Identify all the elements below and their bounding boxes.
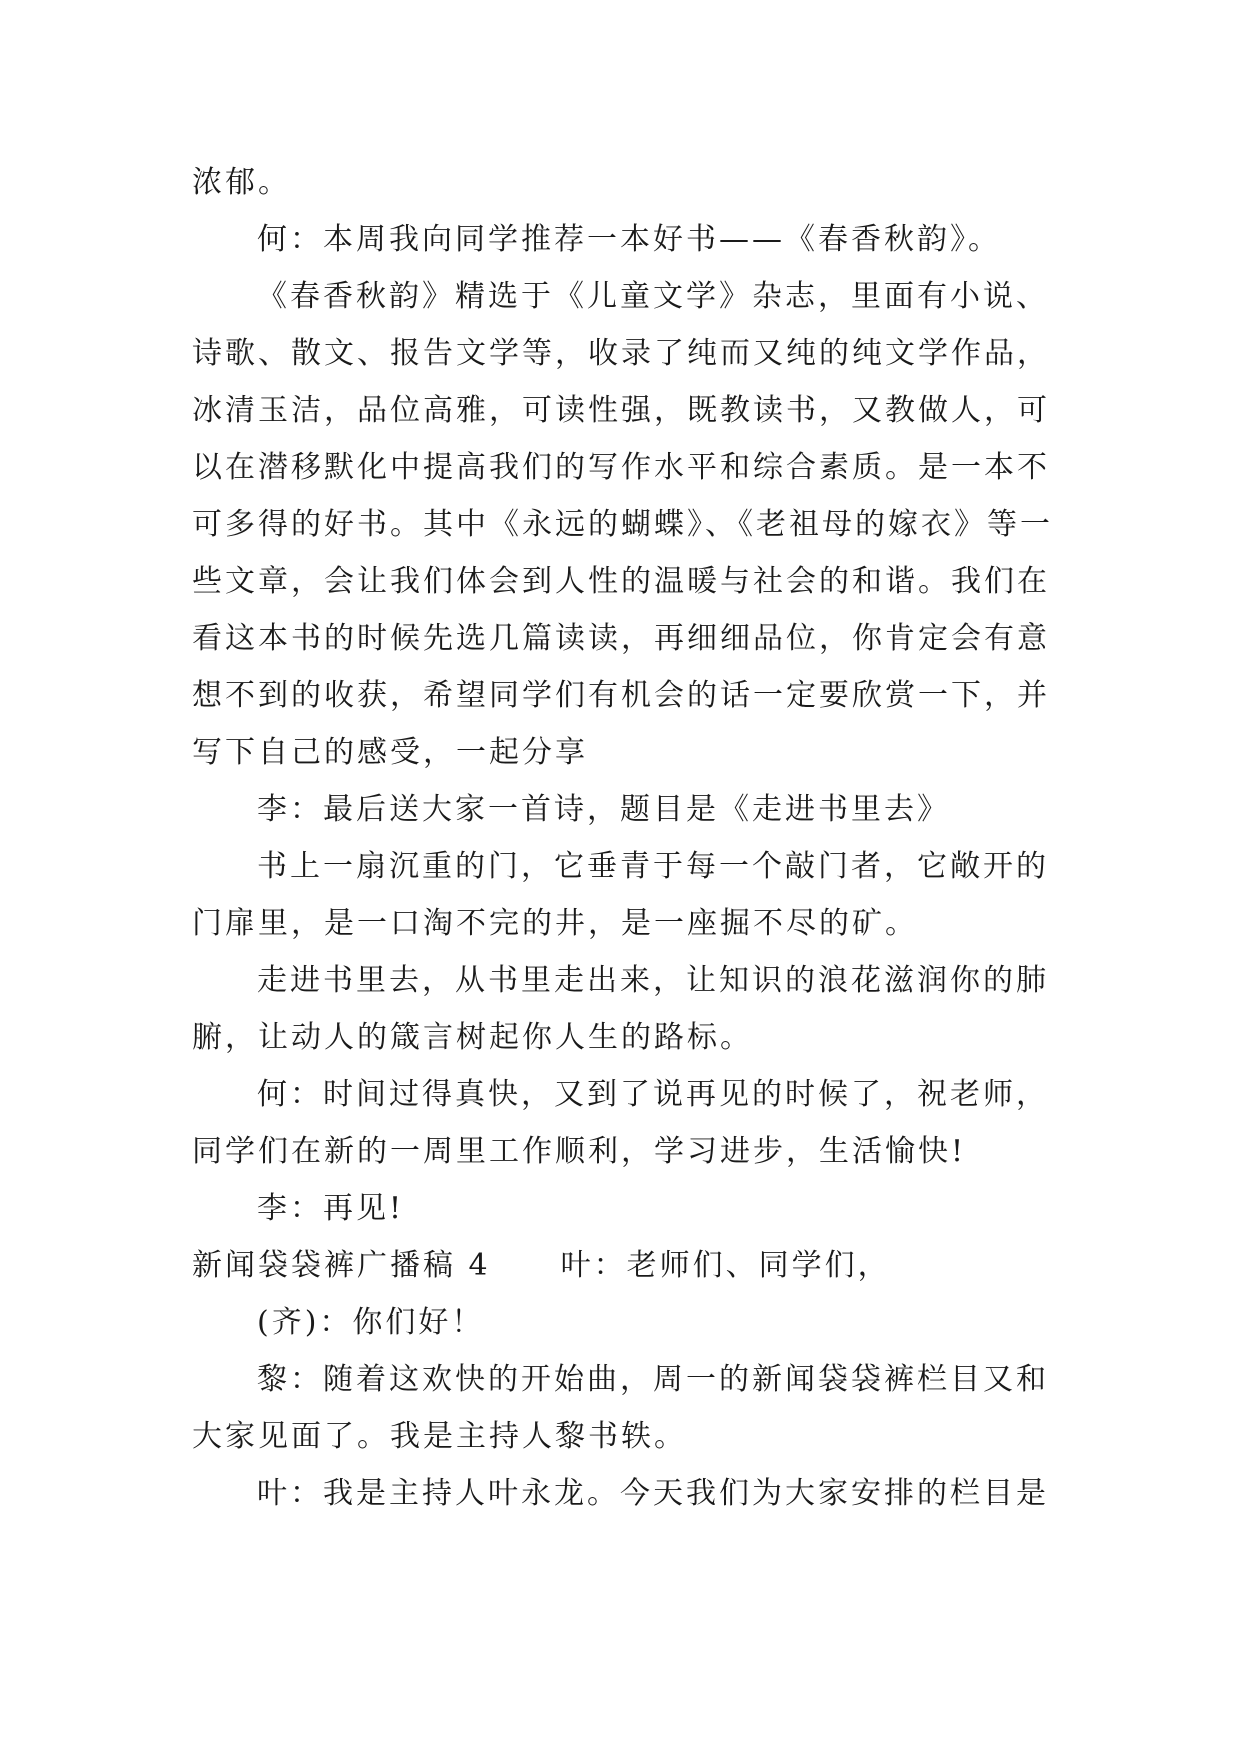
paragraph-line: 门扉里，是一口淘不完的井，是一座掘不尽的矿。 (192, 906, 918, 941)
paragraph-line: 何：时间过得真快，又到了说再见的时候了，祝老师， (257, 1077, 1049, 1112)
paragraph-line: 以在潜移默化中提高我们的写作水平和综合素质。是一本不 (192, 450, 1050, 485)
paragraph-line: 腑，让动人的箴言树起你人生的路标。 (192, 1020, 753, 1055)
document-body (192, 154, 1062, 1522)
section-title: 新闻袋袋裤广播稿 4 (192, 1248, 491, 1283)
paragraph-line: 李：再见! (257, 1191, 405, 1226)
paragraph-line: (齐)：你们好！ (257, 1305, 485, 1340)
paragraph-line: 书上一扇沉重的门，它垂青于每一个敲门者，它敞开的 (257, 849, 1049, 884)
paragraph-line: 同学们在新的一周里工作顺利，学习进步，生活愉快! (192, 1134, 967, 1169)
paragraph-line: 何：本周我向同学推荐一本好书——《春香秋韵》。 (257, 222, 1001, 257)
paragraph-line: 《春香秋韵》精选于《儿童文学》杂志，里面有小说、 (257, 279, 1049, 314)
section-heading-row (192, 1237, 1062, 1294)
paragraph-line: 走进书里去，从书里走出来，让知识的浪花滋润你的肺 (257, 963, 1049, 998)
paragraph-line: 黎：随着这欢快的开始曲，周一的新闻袋袋裤栏目又和 (257, 1362, 1049, 1397)
paragraph-line: 李：最后送大家一首诗，题目是《走进书里去》 (257, 792, 950, 827)
section-opening-line: 叶：老师们、同学们， (560, 1248, 891, 1283)
paragraph-line: 些文章，会让我们体会到人性的温暖与社会的和谐。我们在 (192, 564, 1050, 599)
paragraph-line: 冰清玉洁，品位高雅，可读性强，既教读书，又教做人，可 (192, 393, 1050, 428)
paragraph-line: 叶：我是主持人叶永龙。今天我们为大家安排的栏目是 (257, 1476, 1049, 1511)
paragraph-line: 浓郁。 (192, 165, 291, 200)
paragraph-line: 诗歌、散文、报告文学等，收录了纯而又纯的纯文学作品， (192, 336, 1050, 371)
paragraph-line: 写下自己的感受，一起分享 (192, 735, 588, 770)
paragraph-line: 想不到的收获，希望同学们有机会的话一定要欣赏一下，并 (192, 678, 1050, 713)
paragraph-line: 大家见面了。我是主持人黎书轶。 (192, 1419, 687, 1454)
paragraph-line: 可多得的好书。其中《永远的蝴蝶》、《老祖母的嫁衣》等一 (192, 507, 1053, 542)
paragraph-line: 看这本书的时候先选几篇读读，再细细品位，你肯定会有意 (192, 621, 1050, 656)
